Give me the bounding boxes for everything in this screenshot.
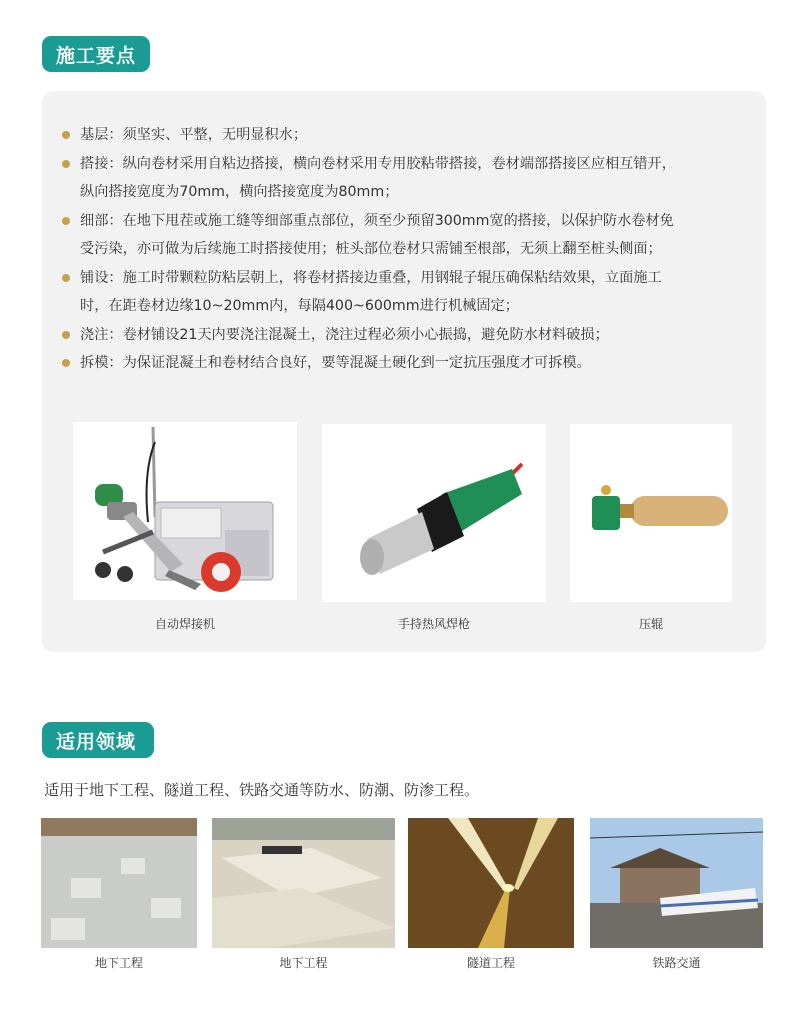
bullet-dot-icon [62, 274, 70, 282]
point-item: 铺设：施工时带颗粒防粘层朝上，将卷材搭接边重叠，用钢辊子辊压确保粘结效果，立面施工 时，在距卷材边缘10~20mm内，每隔400~600mm进行机械固定； [62, 264, 752, 321]
application-section-title: 适用领域 [42, 722, 154, 758]
bullet-dot-icon [62, 359, 70, 367]
point-item: 拆模：为保证混凝土和卷材结合良好，要等混凝土硬化到一定抗压强度才可拆模。 [62, 349, 752, 378]
construction-points-list [62, 121, 752, 378]
underground-construction-icon [212, 818, 395, 948]
bullet-dot-icon [62, 160, 70, 168]
bullet-dot-icon [62, 331, 70, 339]
heat-gun-image [322, 424, 546, 602]
point-item: 搭接：纵向卷材采用自粘边搭接，横向卷材采用专用胶粘带搭接，卷材端部搭接区应相互错开， 纵向搭接宽度为70mm，横向搭接宽度为80mm； [62, 150, 752, 207]
tool-caption: 压辊 [638, 617, 663, 631]
pressure-roller-image [570, 424, 732, 602]
point-item: 细部：在地下甩茬或施工缝等细部重点部位，须至少预留300mm宽的搭接，以保护防水卷材免 受污染，亦可做为后续施工时搭接使用；桩头部位卷材只需铺至根部，无须上翻至桩头侧面； [62, 207, 752, 264]
bullet-dot-icon [62, 217, 70, 225]
point-item: 浇注：卷材铺设21天内要浇注混凝土，浇注过程必须小心振捣，避免防水材料破损； [62, 321, 752, 350]
tunnel-icon [408, 818, 574, 948]
tunnel-photo [408, 818, 574, 948]
photo-caption: 地下工程 [94, 956, 143, 970]
point-item: 基层：须坚实、平整，无明显积水； [62, 121, 752, 150]
construction-section-title: 施工要点 [42, 36, 150, 72]
welding-machine-image [73, 422, 297, 600]
underground-site-photo [212, 818, 395, 948]
photo-caption: 地下工程 [279, 956, 328, 970]
pressure-roller-icon [570, 424, 732, 602]
tool-caption: 手持热风焊枪 [397, 617, 470, 631]
photo-caption: 隧道工程 [466, 956, 515, 970]
welding-machine-icon [73, 422, 297, 600]
railway-train-icon [590, 818, 763, 948]
railway-photo [590, 818, 763, 948]
heat-gun-icon [322, 424, 546, 602]
underground-site-photo [41, 818, 197, 948]
underground-construction-icon [41, 818, 197, 948]
tool-caption: 自动焊接机 [154, 617, 215, 631]
photo-caption: 铁路交通 [652, 956, 701, 970]
bullet-dot-icon [62, 131, 70, 139]
application-description: 适用于地下工程、隧道工程、铁路交通等防水、防潮、防渗工程。 [44, 781, 480, 799]
construction-panel [42, 91, 766, 652]
